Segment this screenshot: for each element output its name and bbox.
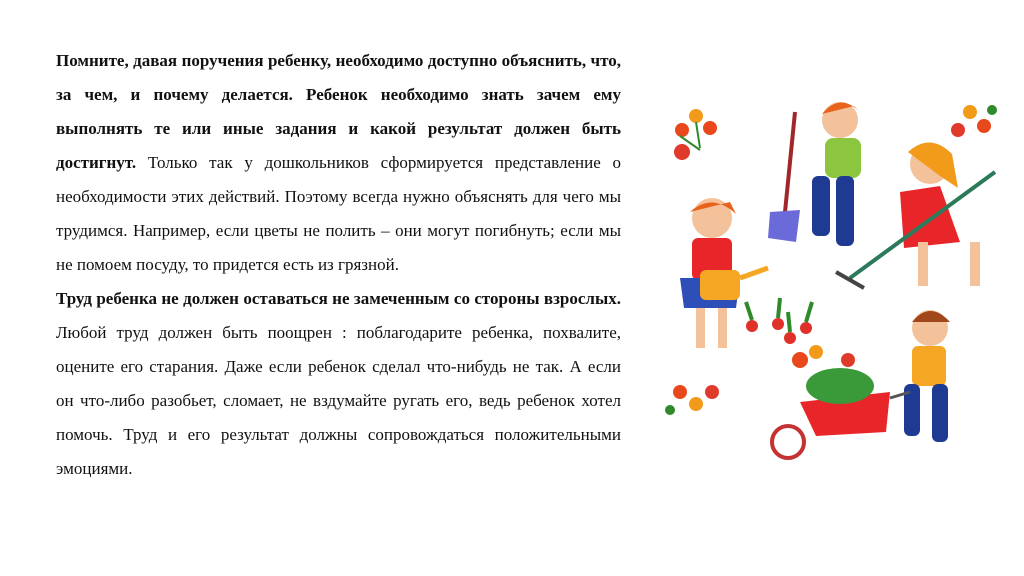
boy-with-shovel [768, 102, 861, 246]
flower-icon [674, 109, 717, 160]
flower-icon [665, 385, 719, 415]
paragraph-2-text: Любой труд должен быть поощрен : поблагодарите ребенка, похвалите, оцените его старания. Даже если ребенок сделал что-нибудь не так. А если он что-либо разобьет, сломает, не вздумайте ругать его, ведь ребенок хотел помочь. Труд и его результат должны сопровождаться положительными эмоциями. [56, 323, 621, 478]
paragraph-2-bold: Труд ребенка не должен оставаться не замеченным со стороны взрослых. [56, 289, 621, 308]
paragraph-1-text: Только так у дошкольников сформируется представление о необходимости этих действий. Поэтому всегда нужно объяснять для чего мы трудимся. Например, если цветы не полить – они могут погибнуть; если мы не помоем посуду, то придется есть из грязной. [56, 153, 621, 274]
children-gardening-illustration [640, 92, 1020, 472]
slide-text [56, 44, 621, 486]
paragraph-1 [56, 44, 621, 282]
flower-icon [792, 345, 855, 368]
plants-icon [746, 298, 812, 344]
flower-icon [951, 105, 997, 137]
boy-with-wheelbarrow [772, 310, 950, 458]
paragraph-1-bold: Помните, давая поручения ребенку, необходимо доступно объяснить, что, за чем, и почему делается. Ребенок необходимо знать зачем ему выполнять те или иные задания и какой результат должен быть достигнут. [56, 51, 621, 172]
paragraph-2 [56, 282, 621, 486]
